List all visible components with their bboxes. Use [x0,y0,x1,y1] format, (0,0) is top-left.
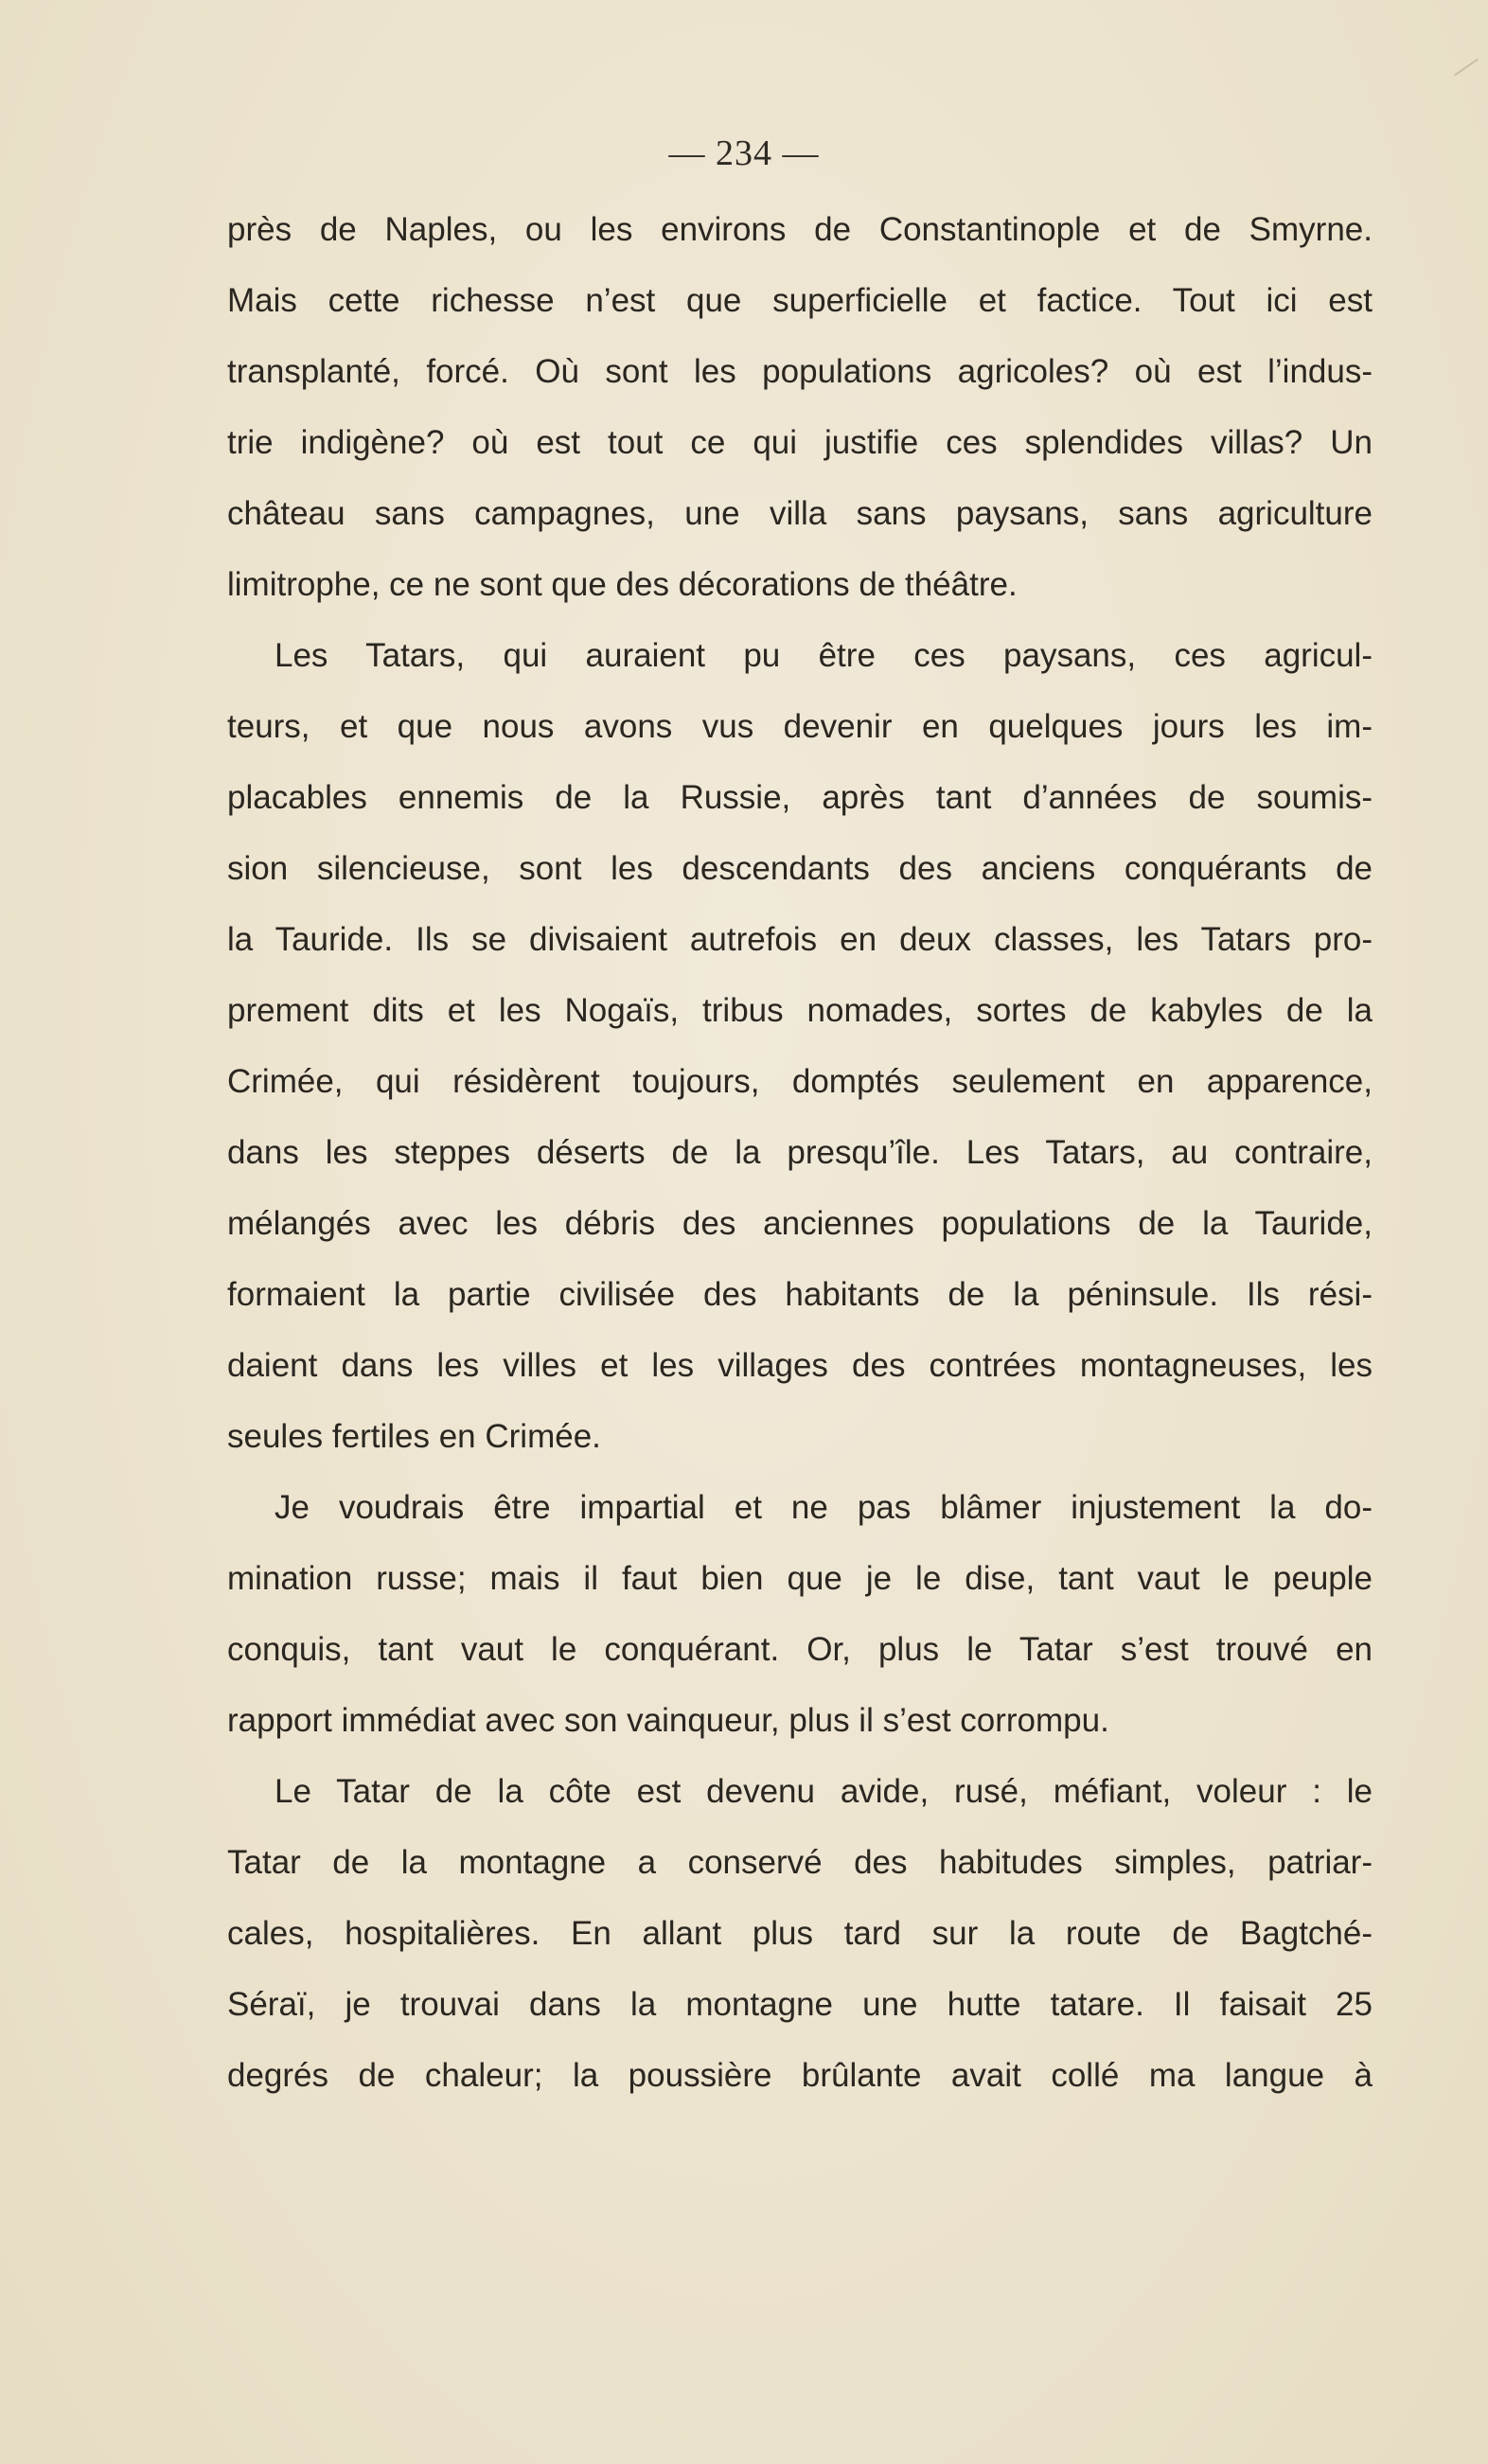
text-line: conquis, tant vaut le conquérant. Or, plus le Tatar s’est trouvé en [227,1631,1373,1668]
text-line: prement dits et les Nogaïs, tribus nomades, sortes de kabyles de la [227,992,1373,1029]
text-line: degrés de chaleur; la poussière brûlante avait collé ma langue à [227,2057,1373,2094]
text-line: mination russe; mais il faut bien que je le dise, tant vaut le peuple [227,1560,1373,1597]
text-line: mélangés avec les débris des anciennes populations de la Tauride, [227,1205,1373,1242]
text-line: trie indigène? où est tout ce qui justifie ces splendides villas? Un [227,424,1373,461]
text-line: teurs, et que nous avons vus devenir en quelques jours les im- [227,708,1373,745]
text-line: sion silencieuse, sont les descendants des anciens conquérants de [227,850,1373,887]
text-line: près de Naples, ou les environs de Constantinople et de Smyrne. [227,211,1373,248]
text-line: Le Tatar de la côte est devenu avide, rusé, méfiant, voleur : le [275,1773,1373,1810]
text-line: Tatar de la montagne a conservé des habitudes simples, patriar- [227,1844,1373,1881]
text-line: limitrophe, ce ne sont que des décorations de théâtre. [227,566,1018,603]
page-number: — 234 — [668,133,820,173]
text-line: Les Tatars, qui auraient pu être ces paysans, ces agricul- [275,637,1373,674]
text-line: château sans campagnes, une villa sans paysans, sans agriculture [227,495,1373,532]
text-line: Crimée, qui résidèrent toujours, domptés seulement en apparence, [227,1063,1373,1100]
page-corner-mark [1454,59,1479,77]
body-text [227,202,1373,2118]
text-line: Je voudrais être impartial et ne pas blâmer injustement la do- [275,1489,1373,1526]
text-line: cales, hospitalières. En allant plus tard sur la route de Bagtché- [227,1915,1373,1952]
text-line: la Tauride. Ils se divisaient autrefois en deux classes, les Tatars pro- [227,921,1373,958]
text-line: Séraï, je trouvai dans la montagne une hutte tatare. Il faisait 25 [227,1986,1373,2023]
text-line: rapport immédiat avec son vainqueur, plus il s’est corrompu. [227,1702,1109,1739]
text-line: dans les steppes déserts de la presqu’île. Les Tatars, au contraire, [227,1134,1373,1171]
text-line: placables ennemis de la Russie, après tant d’années de soumis- [227,779,1373,816]
text-line: seules fertiles en Crimée. [227,1418,601,1455]
text-line: Mais cette richesse n’est que superficielle et factice. Tout ici est [227,282,1373,319]
text-line: transplanté, forcé. Où sont les populations agricoles? où est l’indus- [227,353,1373,390]
text-line: daient dans les villes et les villages des contrées montagneuses, les [227,1347,1373,1384]
text-line: formaient la partie civilisée des habitants de la péninsule. Ils rési- [227,1276,1373,1313]
